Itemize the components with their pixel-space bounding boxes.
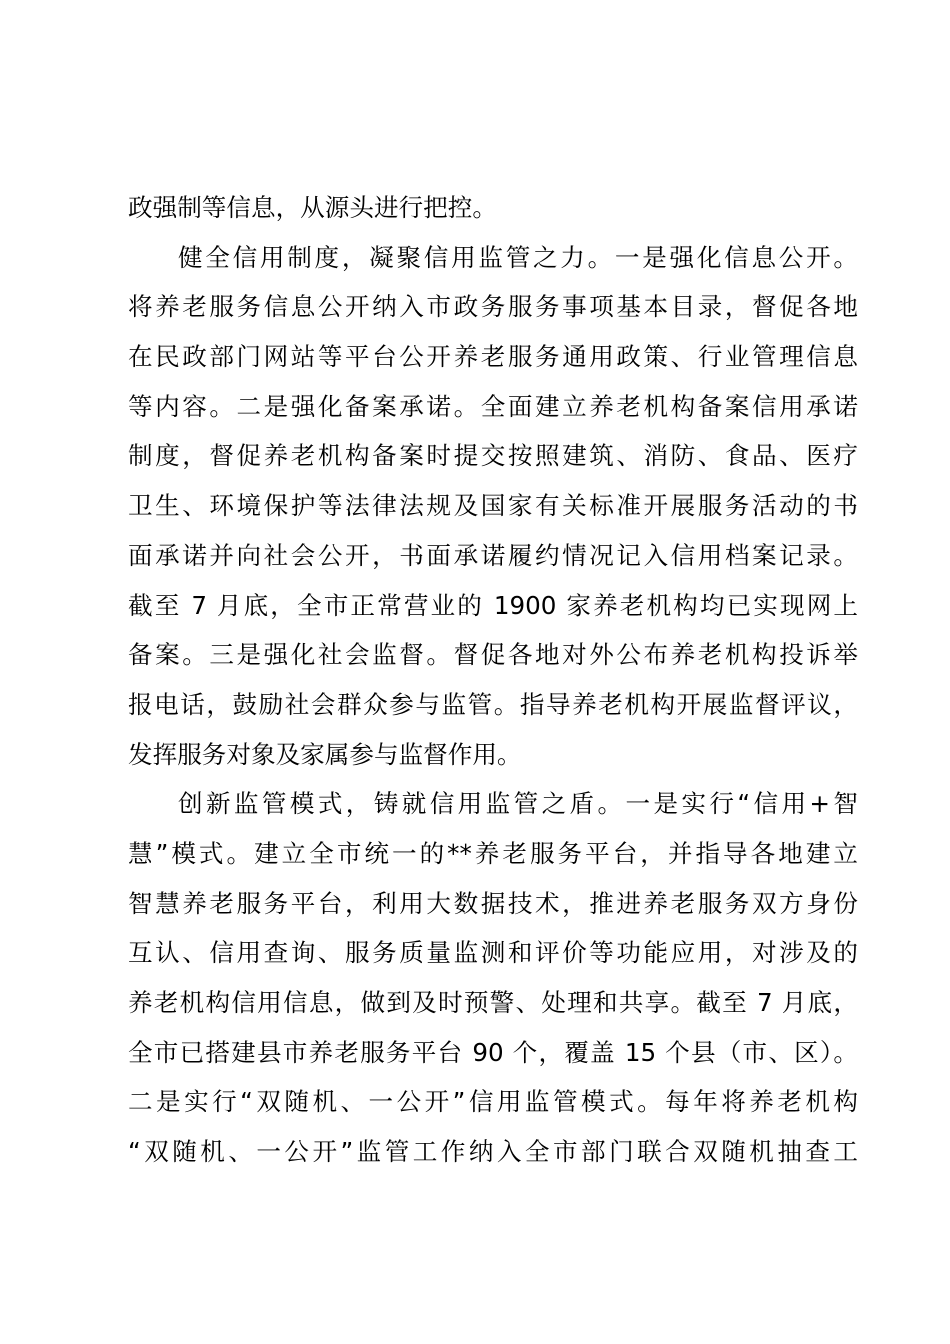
text-line: “双随机、一公开”监管工作纳入全市部门联合双随机抽查工 [128, 1137, 858, 1167]
paragraph-first-line: 健全信用制度，凝聚信用监管之力。一是强化信息公开。 [178, 242, 858, 272]
text-line: 二是实行“双随机、一公开”信用监管模式。每年将养老机构 [128, 1087, 858, 1117]
text-line: 政强制等信息，从源头进行把控。 [128, 193, 497, 222]
paragraph-first-line: 创新监管模式，铸就信用监管之盾。一是实行“信用+智 [178, 789, 858, 819]
text-line: 等内容。二是强化备案承诺。全面建立养老机构备案信用承诺 [128, 391, 858, 421]
text-line: 慧”模式。建立全市统一的**养老服务平台，并指导各地建立 [128, 838, 858, 868]
text-line: 智慧养老服务平台，利用大数据技术，推进养老服务双方身份 [128, 888, 858, 918]
text-line: 全市已搭建县市养老服务平台 90 个，覆盖 15 个县（市、区）。 [128, 1037, 858, 1067]
text-line: 备案。三是强化社会监督。督促各地对外公布养老机构投诉举 [128, 640, 858, 670]
text-line: 截至 7 月底，全市正常营业的 1900 家养老机构均已实现网上 [128, 590, 858, 620]
text-line: 互认、信用查询、服务质量监测和评价等功能应用，对涉及的 [128, 938, 858, 968]
text-line: 报电话，鼓励社会群众参与监管。指导养老机构开展监督评议， [128, 689, 858, 719]
text-line: 制度，督促养老机构备案时提交按照建筑、消防、食品、医疗 [128, 441, 858, 471]
text-line: 在民政部门网站等平台公开养老服务通用政策、行业管理信息 [128, 342, 858, 372]
text-line: 将养老服务信息公开纳入市政务服务事项基本目录，督促各地 [128, 292, 858, 322]
text-line: 卫生、环境保护等法律法规及国家有关标准开展服务活动的书 [128, 491, 858, 521]
text-line: 养老机构信用信息，做到及时预警、处理和共享。截至 7 月底， [128, 988, 858, 1017]
text-line: 面承诺并向社会公开，书面承诺履约情况记入信用档案记录。 [128, 540, 858, 570]
text-line: 发挥服务对象及家属参与监督作用。 [128, 739, 522, 769]
document-body [128, 183, 858, 1177]
